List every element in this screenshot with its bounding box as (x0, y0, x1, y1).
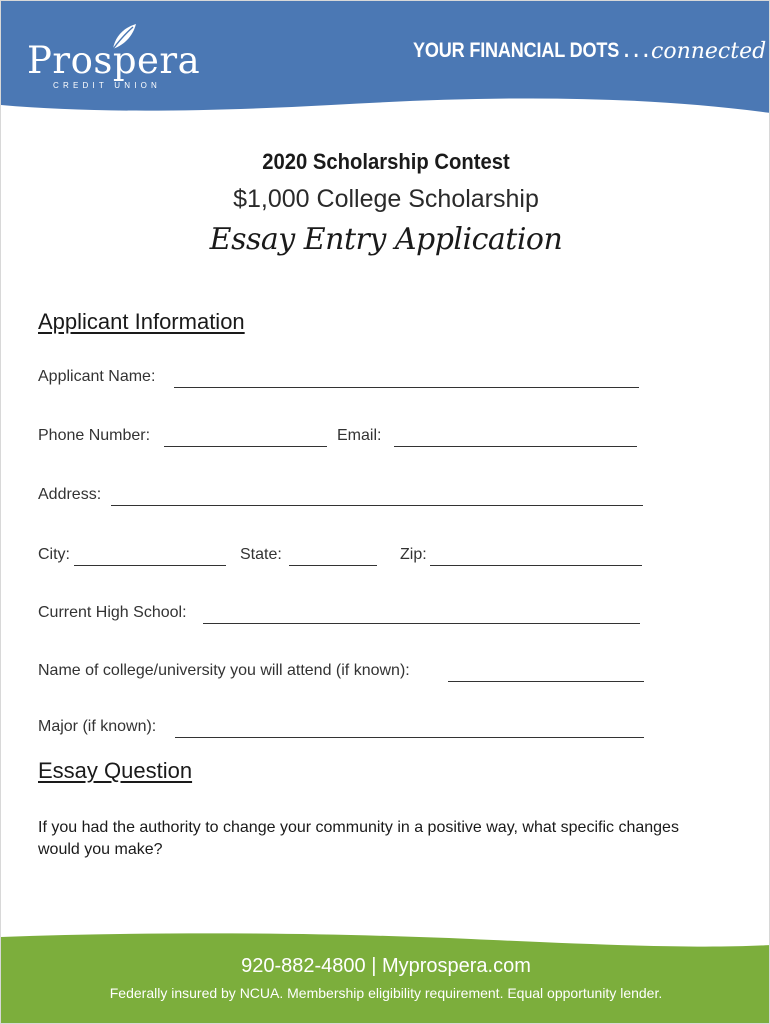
college-field[interactable] (448, 681, 644, 682)
applicant-name-row (38, 368, 648, 390)
form-type-script-title: Essay Entry Application (209, 222, 563, 257)
applicant-information-heading: Applicant Information (38, 309, 245, 334)
tagline-main: YOUR FINANCIAL DOTS . . . (413, 39, 649, 62)
college-row (38, 662, 648, 684)
high-school-row (38, 604, 648, 626)
address-field[interactable] (111, 505, 643, 506)
contact-line: 920-882-4800 | Myprospera.com (241, 955, 531, 977)
city-label: City: (38, 546, 70, 563)
major-row (38, 718, 648, 740)
applicant-name-field[interactable] (174, 387, 639, 388)
phone-number-label: Phone Number: (38, 427, 151, 444)
major-field[interactable] (175, 737, 644, 738)
major-label: Major (if known): (38, 718, 157, 735)
essay-question-heading: Essay Question (38, 758, 193, 783)
ncua-disclaimer: Federally insured by NCUA. Membership eligibility requirement. Equal opportunity lender. (109, 985, 663, 1001)
address-row (38, 486, 648, 508)
scholarship-subtitle: $1,000 College Scholarship (233, 185, 539, 213)
college-label: Name of college/university you will attend (if known): (38, 662, 410, 679)
high-school-label: Current High School: (38, 604, 187, 621)
tagline (413, 39, 767, 64)
state-label: State: (240, 546, 282, 563)
phone-number-field[interactable] (164, 446, 327, 447)
phone-email-row (38, 427, 648, 449)
city-state-zip-row (38, 546, 648, 568)
high-school-field[interactable] (203, 623, 640, 624)
footer-banner (1, 931, 770, 1024)
contest-title: 2020 Scholarship Contest (262, 149, 510, 174)
title-block (1, 149, 770, 257)
essay-question-text: If you had the authority to change your community in a positive way, what specific changes would you make? (38, 819, 679, 858)
logo-subtitle: CREDIT UNION (53, 81, 162, 90)
header-banner (1, 1, 770, 131)
zip-field[interactable] (430, 565, 642, 566)
applicant-name-label: Applicant Name: (38, 368, 156, 385)
email-label: Email: (337, 427, 382, 444)
city-field[interactable] (74, 565, 226, 566)
prospera-logo (27, 23, 201, 93)
email-field[interactable] (394, 446, 637, 447)
state-field[interactable] (289, 565, 377, 566)
address-label: Address: (38, 486, 102, 503)
zip-label: Zip: (400, 546, 427, 563)
tagline-script: connected (651, 39, 767, 64)
logo-wordmark: Prospera (27, 39, 201, 82)
